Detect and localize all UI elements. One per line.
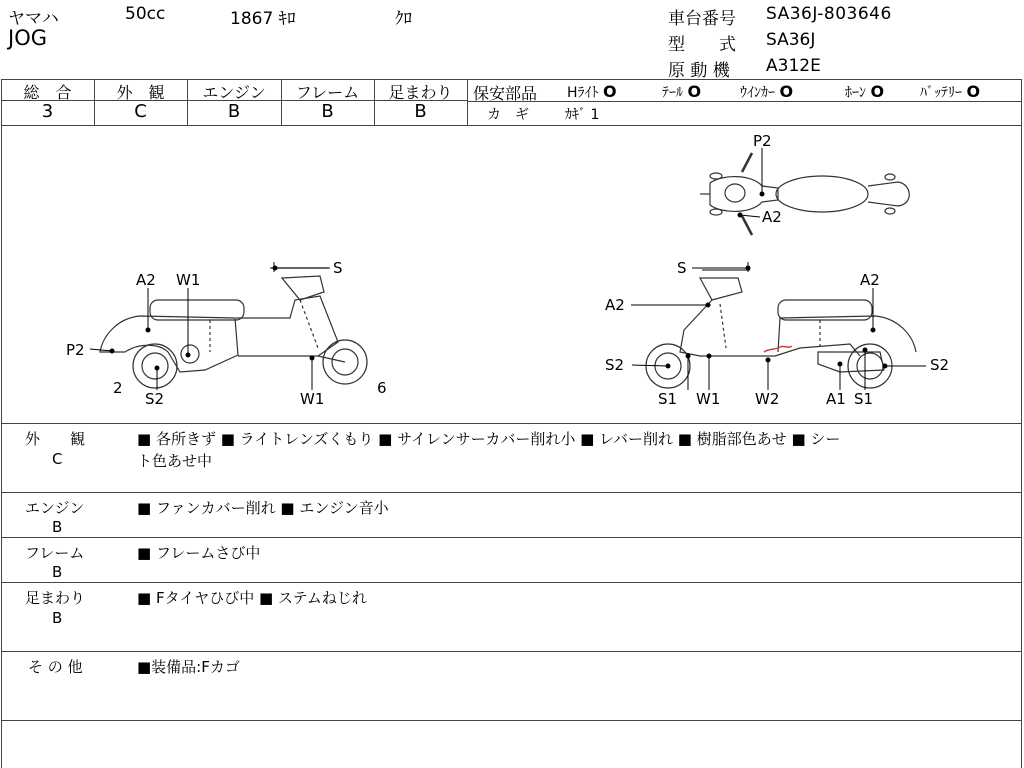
frame-no: SA36J-803646 <box>766 4 892 24</box>
diagram-label: P2 <box>753 132 772 150</box>
scooter-damage-diagram <box>0 126 1022 422</box>
note-grade-engine: B <box>52 518 63 536</box>
note-label-suspension: 足まわり <box>25 589 86 607</box>
diagram-label: S <box>333 259 343 277</box>
engine-label: 原 動 機 <box>668 61 730 81</box>
safety-item-tail: ﾃｰﾙ O <box>662 82 702 101</box>
grade-value-frame: B <box>321 101 334 122</box>
diagram-label: A2 <box>605 296 625 314</box>
grade-header-overall: 総 合 <box>23 83 72 102</box>
frame-no-label: 車台番号 <box>668 9 736 29</box>
diagram-label: 2 <box>113 379 123 397</box>
displacement: 50cc <box>125 4 166 24</box>
note-grade-frame: B <box>52 563 63 581</box>
note-text-other: ■装備品:Fカゴ <box>137 658 240 676</box>
grade-header-frame: フレーム <box>295 83 360 102</box>
mileage: 1867 ｷﾛ <box>230 9 296 29</box>
diagram-label: W2 <box>755 390 780 408</box>
diagram-label: A2 <box>762 208 782 226</box>
note-label-other: そ の 他 <box>28 658 83 676</box>
diagram-label: 6 <box>377 379 387 397</box>
grade-header-exterior: 外 観 <box>116 83 165 102</box>
grade-value-suspension: B <box>414 101 427 122</box>
type-value: SA36J <box>766 30 816 50</box>
model-name: JOG <box>8 26 47 50</box>
grade-value-overall: 3 <box>41 101 54 122</box>
diagram-label: W1 <box>300 390 325 408</box>
note-label-exterior: 外 観 <box>25 430 86 448</box>
diagram-label: A2 <box>860 271 880 289</box>
safety-label: 保安部品 <box>473 84 538 103</box>
diagram-label: A1 <box>826 390 846 408</box>
key-label: カ ギ <box>487 107 529 123</box>
note-grade-suspension: B <box>52 609 63 627</box>
note-text-exterior-cont: ト色あせ中 <box>137 452 213 470</box>
diagram-label: A2 <box>136 271 156 289</box>
note-grade-exterior: C <box>52 450 63 468</box>
grade-value-engine: B <box>227 101 241 122</box>
note-text-suspension: ■ Fタイヤひび中 ■ ステムねじれ <box>137 589 367 607</box>
diagram-label: S2 <box>930 356 950 374</box>
safety-item-winker: ｳｲﾝｶｰ O <box>740 82 794 101</box>
safety-item-battery: ﾊﾞｯﾃﾘｰ O <box>920 82 981 101</box>
grade-header-engine: エンジン <box>202 83 266 102</box>
grade-value-exterior: C <box>134 101 147 122</box>
color: ｸﾛ <box>395 9 412 29</box>
note-text-engine: ■ ファンカバー削れ ■ エンジン音小 <box>137 499 389 517</box>
note-text-exterior: ■ 各所きず ■ ライトレンズくもり ■ サイレンサーカバー削れ小 ■ レバー削れ ■ 樹脂部色あせ ■ シー <box>137 430 841 448</box>
safety-item-headlight: Hﾗｲﾄ O <box>567 82 617 101</box>
diagram-label: S <box>677 259 687 277</box>
safety-item-horn: ﾎｰﾝ O <box>845 82 885 101</box>
diagram-label: S1 <box>658 390 678 408</box>
scooter-top-view <box>700 153 909 235</box>
engine-value: A312E <box>766 56 821 76</box>
note-label-engine: エンジン <box>25 499 85 517</box>
diagram-label: W1 <box>176 271 201 289</box>
maker: ヤマハ <box>8 9 59 29</box>
type-label: 型 式 <box>668 35 736 55</box>
diagram-label: P2 <box>66 341 85 359</box>
diagram-label: S1 <box>854 390 874 408</box>
note-text-frame: ■ フレームさび中 <box>137 544 261 562</box>
grade-header-suspension: 足まわり <box>388 83 453 102</box>
diagram-label: S2 <box>605 356 625 374</box>
diagram-label: W1 <box>696 390 721 408</box>
diagram-label: S2 <box>145 390 165 408</box>
key-value: ｶｷﾞ 1 <box>565 107 600 123</box>
note-label-frame: フレーム <box>25 544 85 562</box>
